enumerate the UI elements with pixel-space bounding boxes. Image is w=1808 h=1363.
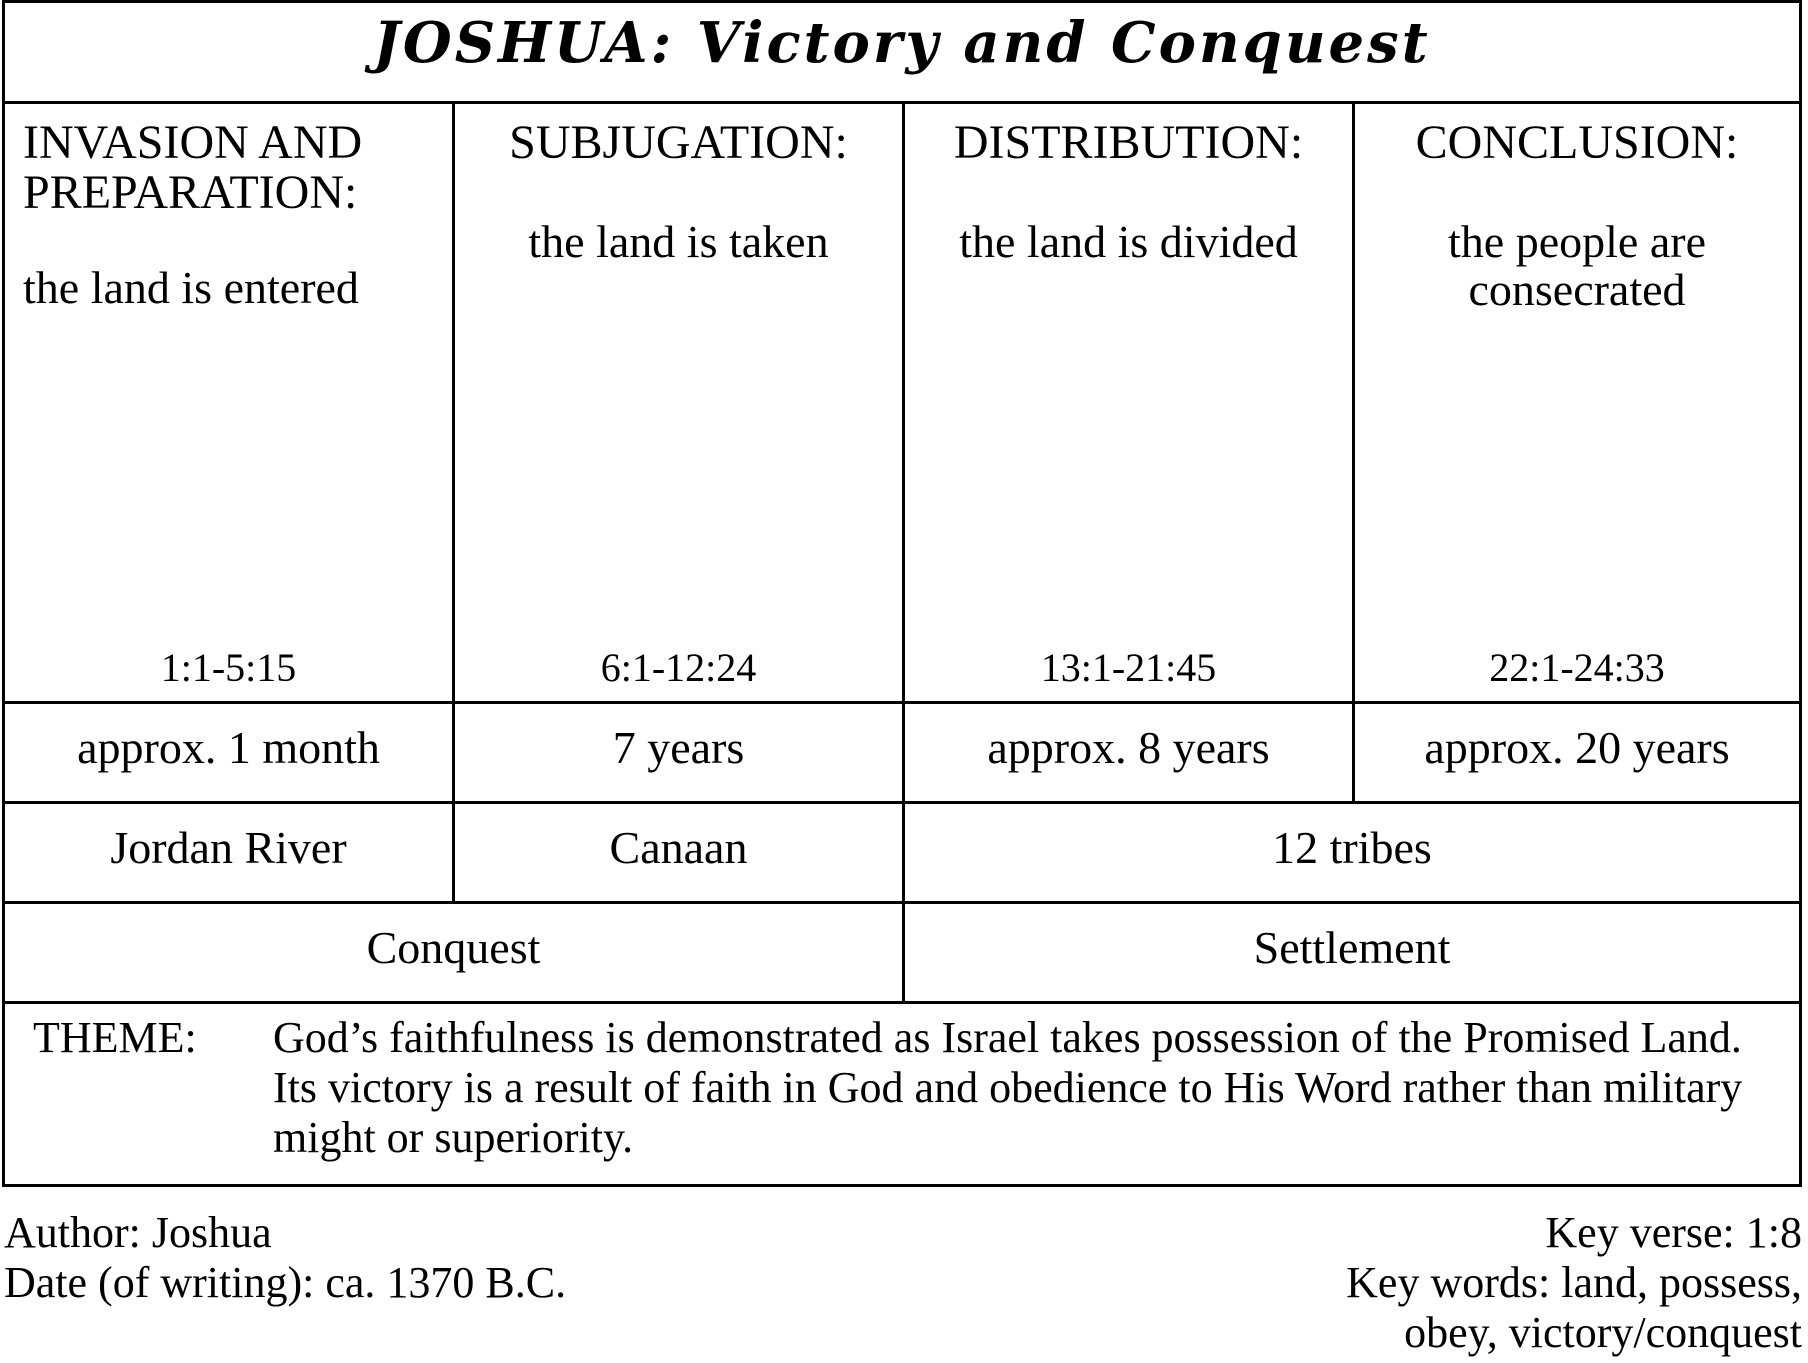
section-heading: INVASION AND PREPARATION: [23,116,363,219]
duration-cell: approx. 8 years [987,722,1270,773]
duration-cell: 7 years [612,722,745,773]
section-reference: 6:1-12:24 [600,645,757,690]
theme-text: God’s faithfulness is demonstrated as Israel takes possession of the Promised Land. Its victory is a result of faith in God and obedience to His Word rather than military might or superiority. [273,1013,1743,1162]
section-subtitle: the land is divided [959,216,1298,267]
theme-label: THEME: [33,1013,197,1062]
section-subjugation [455,104,902,701]
section-conclusion [1355,104,1799,701]
section-subtitle: the land is entered [23,262,359,313]
section-heading: DISTRIBUTION: [953,116,1304,169]
section-reference: 22:1-24:33 [1489,645,1665,690]
footer-key-verse: Key verse: 1:8 [1545,1208,1802,1257]
section-invasion [5,104,452,701]
section-subtitle: the land is taken [528,216,829,267]
section-heading: CONCLUSION: [1415,116,1739,169]
section-subtitle: the people are consecrated [1448,216,1706,315]
place-cell: Canaan [609,822,748,873]
survey-chart [2,0,1802,1187]
place-cell: 12 tribes [1272,822,1432,873]
page-title: JOSHUA: Victory and Conquest [373,10,1431,76]
phase-cell: Settlement [1253,922,1451,973]
footer-key-words: Key words: land, possess, obey, victory/conquest [1346,1258,1802,1357]
section-heading: SUBJUGATION: [509,116,848,169]
phase-cell: Conquest [366,922,541,973]
duration-cell: approx. 20 years [1424,722,1730,773]
section-distribution [905,104,1352,701]
footer-author: Author: Joshua [4,1208,272,1257]
place-cell: Jordan River [110,822,347,873]
duration-cell: approx. 1 month [77,722,380,773]
section-reference: 1:1-5:15 [160,645,297,690]
section-reference: 13:1-21:45 [1040,645,1217,690]
footer-date: Date (of writing): ca. 1370 B.C. [4,1258,567,1307]
